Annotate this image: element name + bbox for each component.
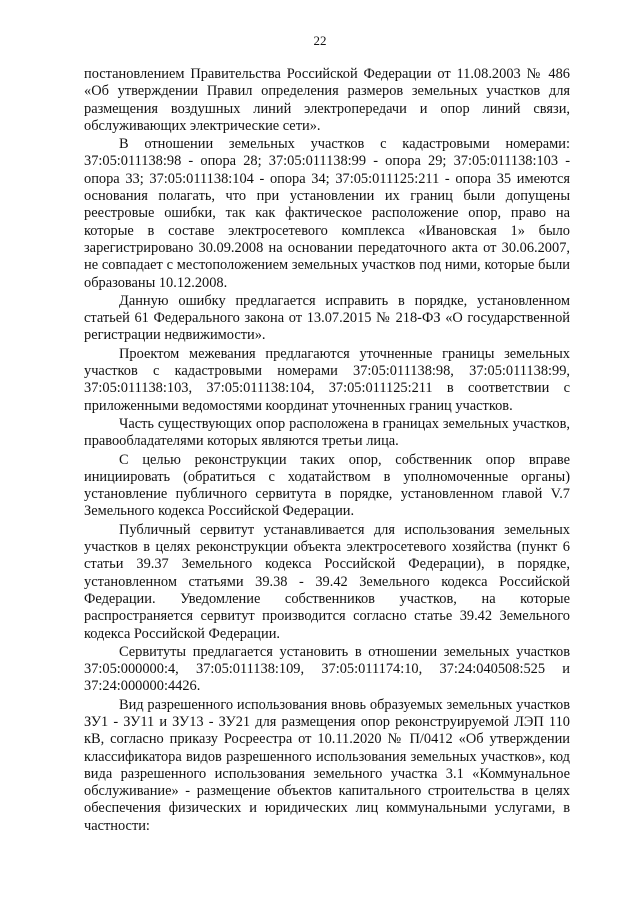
paragraph-servitude-initiation: С целью реконструкции таких опор, собственник опор вправе инициировать (обратиться с ходатайством в уполномоченные органы) установление публичного сервитута в порядке, установленном главой V.7 Земельного кодекса Российской Федерации. (84, 451, 570, 520)
paragraph-servitude-plots: Сервитуты предлагается установить в отношении земельных участков 37:05:000000:4, 37:05:011138:109, 37:05:011174:10, 37:24:040508:525 и 37:24:000000:4426. (84, 643, 570, 695)
paragraph-survey-project: Проектом межевания предлагаются уточненные границы земельных участков с кадастровыми номерами 37:05:011138:98, 37:05:011138:99, 37:05:011138:103, 37:05:011138:104, 37:05:011125:211 в соответствии с приложенными ведомостями координат уточненных границ участков. (84, 345, 570, 414)
page-body (84, 66, 570, 836)
paragraph-third-party-plots: Часть существующих опор расположена в границах земельных участков, правообладателями которых являются третьи лица. (84, 415, 570, 450)
paragraph-public-servitude: Публичный сервитут устанавливается для использования земельных участков в целях реконструкции объекта электросетевого хозяйства (пункт 6 статьи 39.37 Земельного кодекса Российской Федерации), в порядке, установленном статьями 39.38 - 39.42 Земельного кодекса Российской Федерации. Уведомление собственников участков, на которые распространяется сервитут производится согласно статье 39.42 Земельного кодекса Российской Федерации. (84, 521, 570, 642)
paragraph-cadastral-errors: В отношении земельных участков с кадастровыми номерами: 37:05:011138:98 - опора 28; 37:05:011138:99 - опора 29; 37:05:011138:103 - опора 33; 37:05:011138:104 - опора 34; 37:05:011125:211 - опора 35 имеются основания полагать, что при установлении их границ были допущены реестровые ошибки, так как фактическое расположение опор, право на которые в составе электросетевого комплекса «Ивановская 1» было зарегистрировано 30.09.2008 на основании передаточного акта от 30.06.2007, не совпадает с местоположением земельных участков под ними, которые были образованы 10.12.2008. (84, 136, 570, 291)
paragraph-continuation: постановлением Правительства Российской Федерации от 11.08.2003 № 486 «Об утверждении Правил определения размеров земельных участков для размещения воздушных линий электропередачи и опор линий связи, обслуживающих электрические сети». (84, 66, 570, 134)
paragraph-error-correction: Данную ошибку предлагается исправить в порядке, установленном статьей 61 Федерального закона от 13.07.2015 № 218-ФЗ «О государственной регистрации недвижимости». (84, 292, 570, 344)
paragraph-permitted-use: Вид разрешенного использования вновь образуемых земельных участков ЗУ1 - ЗУ11 и ЗУ13 - ЗУ21 для размещения опор реконструируемой ЛЭП 110 кВ, согласно приказу Росреестра от 10.11.2020 № П/0412 «Об утверждении классификатора видов разрешенного использования земельных участков», код вида разрешенного использования земельного участка 3.1 «Коммунальное обслуживание» - размещение объектов капитального строительства в целях обеспечения физических и юридических лиц коммунальными услугами, в частности: (84, 696, 570, 834)
page-number: 22 (313, 33, 327, 48)
